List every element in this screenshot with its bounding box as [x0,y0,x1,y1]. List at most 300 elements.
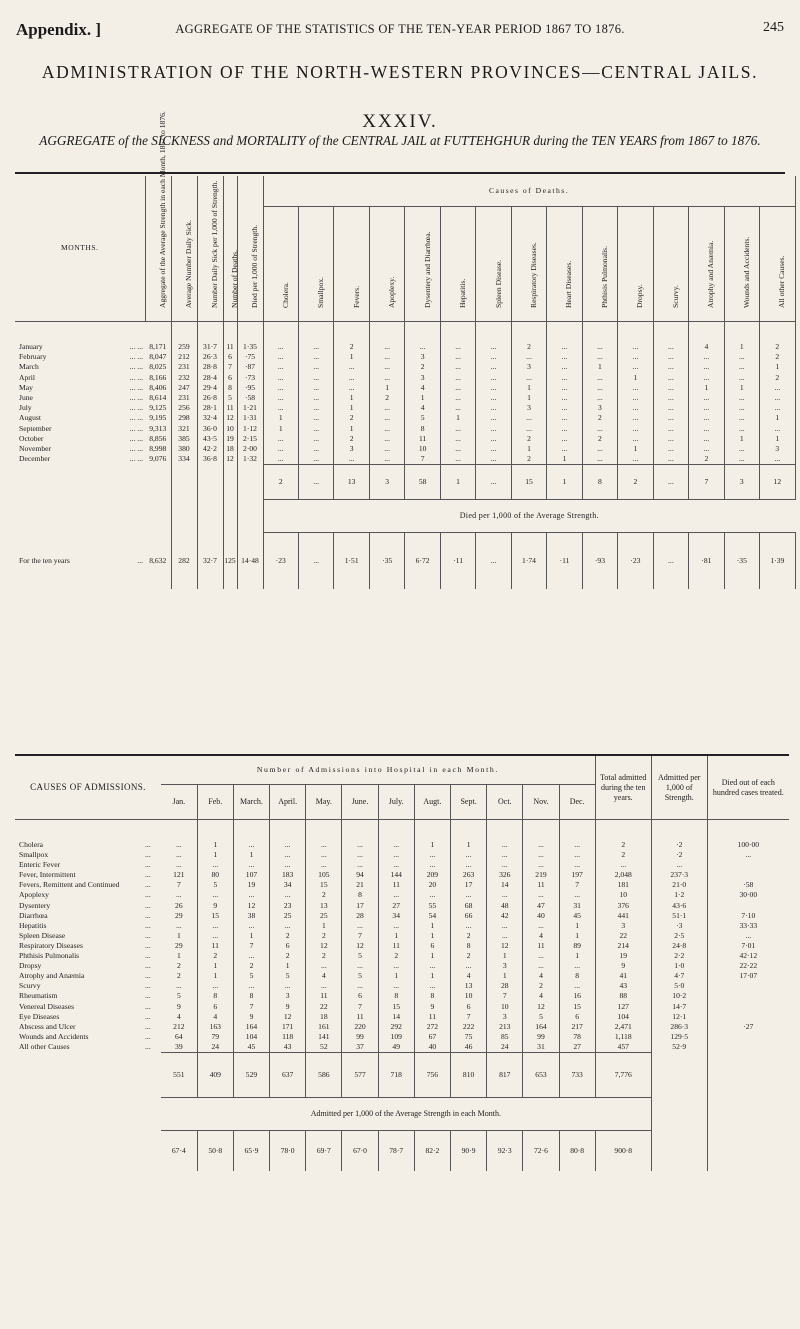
cell-value: 164 [523,1022,559,1032]
cell-value: ... [511,413,546,423]
cell-value: 9 [197,901,233,911]
cell-value: ... [270,860,306,870]
cell-value: ... [476,322,511,353]
month-header: Augt. [414,785,450,820]
cell-value: 213 [487,1022,523,1032]
blank-cell [223,465,237,500]
cause-row [15,971,789,981]
cause-name: Rheumatism [19,991,58,1001]
cause-header [653,207,688,322]
cell-value: ... [369,454,404,465]
cell-value: ... [440,383,475,393]
column-header-text: Average Number Daily Sick. [184,219,193,308]
cell-value: 29 [161,941,197,951]
cell-value: ... [263,322,298,353]
cell-value: 3 [511,403,546,413]
cause-row [15,860,789,870]
cause-total: 15 [511,465,546,500]
cell-value: 11 [197,941,233,951]
cause-row [15,1012,789,1022]
cell-value: ... [440,322,475,353]
monthly-sum: 7,776 [595,1052,651,1097]
cell-value: ... [440,362,475,372]
cell-value: 6 [223,373,237,383]
cell-value: ... [547,434,582,444]
cell-value: ... [547,403,582,413]
page-title: ADMINISTRATION OF THE NORTH-WESTERN PROVINCES—CENTRAL JAILS. [41,62,759,82]
section-number: XXXIV. [362,111,438,132]
cell-value: ... [334,454,369,465]
cell-value: 13 [306,901,342,911]
month-header: June. [342,785,378,820]
cell-value: ... [653,444,688,454]
cell-value: ... [161,921,197,931]
leader-dots: ... ... [129,372,143,382]
cell-value: 11 [306,991,342,1001]
cause-name: Abscess and Ulcer [19,1021,76,1031]
cell-value: 11 [414,1012,450,1022]
column-header [197,176,223,322]
cell-value: 12 [342,941,378,951]
cell-value: 181 [595,880,651,890]
admitted-rate: 80·8 [559,1130,595,1171]
cell-value: 12 [270,1012,306,1022]
blank-cell [651,1052,707,1097]
monthly-sum: 817 [487,1052,523,1097]
cell-value: ·73 [237,373,263,383]
cell-value: ... [559,820,595,851]
blank-cell [15,1097,161,1130]
blank-cell [145,500,171,533]
cell-value: 8 [559,971,595,981]
cell-value: ... [369,362,404,372]
cell-value: ... [342,961,378,971]
leader-dots: ... [145,880,151,890]
cell-value: 36·0 [197,424,223,434]
cause-header [440,207,475,322]
cell-value: 10·2 [651,991,707,1001]
cell-value: ... [298,434,333,444]
cell-value: ... [653,362,688,372]
cell-value: ... [440,434,475,444]
column-header-text: Number Daily Sick per 1,000 of Strength. [210,180,219,308]
monthly-sum: 718 [378,1052,414,1097]
cell-value: 21 [342,880,378,890]
cell-value: 2 [595,820,651,851]
cell-value [707,991,789,1001]
cell-value: ... [724,454,759,465]
cell-value: 1 [689,383,724,393]
cell-value: ... [653,434,688,444]
month-name: October [19,433,44,443]
cell-value: ... [653,393,688,403]
admissions-group-header: Number of Admissions into Hospital in each Month. [161,755,595,785]
cell-value: 8,025 [145,362,171,372]
monthly-sum: 409 [197,1052,233,1097]
cell-value: 75 [451,1032,487,1042]
cell-value: ... [476,352,511,362]
cell-value: ... [263,352,298,362]
leader-dots: ... [145,981,151,991]
ten-year-value: ... [298,533,333,590]
cell-value: 10 [223,424,237,434]
cell-value: 144 [378,870,414,880]
cell-value: 51·1 [651,911,707,921]
cell-value: 8,998 [145,444,171,454]
cell-value: 1·35 [237,322,263,353]
cell-value: ... [270,890,306,900]
cell-value: ·95 [237,383,263,393]
cell-value: ... [369,434,404,444]
cell-value: 1 [334,403,369,413]
cause-row [15,850,789,860]
cell-value: ·87 [237,362,263,372]
cell-value: 9 [595,961,651,971]
cell-value: ... [298,362,333,372]
cell-value: ... [760,424,796,434]
cell-value: ... [233,951,269,961]
cell-value: 80 [197,870,233,880]
cell-value [707,1042,789,1053]
cause-name: Spleen Disease [19,930,66,940]
cell-value: 52 [306,1042,342,1053]
month-name: June [19,393,33,403]
cause-name: Respiratory Diseases [19,940,83,950]
cell-value: 7·01 [741,940,756,950]
cell-value: 12 [523,1002,559,1012]
cell-value: 2 [369,393,404,403]
ten-year-value: ... [653,533,688,590]
cell-value: 2 [405,362,440,372]
cell-value: 10 [595,890,651,900]
cell-value: ·58 [743,880,754,890]
leader-dots: ... [145,900,151,910]
cell-value: 37 [342,1042,378,1053]
cell-value: 12 [223,454,237,465]
cell-value: 5 [223,393,237,403]
cell-value: 4 [523,971,559,981]
cell-value: 212 [171,352,197,362]
cell-value: 9 [414,1002,450,1012]
cell-value: 219 [523,870,559,880]
leader-dots: ... [145,930,151,940]
cell-value: 292 [378,1022,414,1032]
ten-year-value: 1·74 [511,533,546,590]
cell-value: 231 [171,393,197,403]
cell-value: 8 [342,890,378,900]
cause-header [582,207,617,322]
cause-header [689,207,724,322]
cell-value: 68 [451,901,487,911]
cell-value: 31 [523,1042,559,1053]
cell-value: ... [595,860,651,870]
cell-value: 18 [306,1012,342,1022]
cause-total: 3 [369,465,404,500]
cell-value: 222 [451,1022,487,1032]
cell-value: 1 [334,424,369,434]
cell-value: 41 [595,971,651,981]
cell-value: 1 [414,820,450,851]
month-row [15,393,795,403]
cell-value: ... [233,981,269,991]
cell-value: ... [476,413,511,423]
cell-value: 2 [689,454,724,465]
cell-value: 12·1 [651,1012,707,1022]
cell-value: 321 [171,424,197,434]
cell-value: 1 [369,383,404,393]
cell-value: ... [414,860,450,870]
cell-value: ... [414,890,450,900]
cell-value: ... [618,322,653,353]
died-out-of-hundred-header: Died out of each hundred cases treated. [707,755,789,820]
cell-value: 1 [263,413,298,423]
months-header: MONTHS. [15,176,145,322]
cell-value: ... [378,890,414,900]
cell-value: 6 [342,991,378,1001]
cell-value: ·58 [237,393,263,403]
cell-value: ... [369,403,404,413]
cell-value: 15 [197,911,233,921]
cell-value: 2 [270,951,306,961]
cell-value: 23 [270,901,306,911]
month-header: April. [270,785,306,820]
cell-value: 100·00 [737,840,760,849]
cause-header-text: Fevers. [351,285,361,308]
cell-value: 127 [595,1002,651,1012]
admitted-rate: 90·9 [451,1130,487,1171]
cell-value: 1 [559,951,595,961]
total-admitted-header: Total admitted during the ten years. [595,755,651,820]
cell-value: 11 [223,322,237,353]
cell-value: ... [582,424,617,434]
cell-value: 4 [523,931,559,941]
cause-header [547,207,582,322]
cell-value: ... [487,890,523,900]
cell-value: 232 [171,373,197,383]
cell-value: ... [451,921,487,931]
cause-row [15,890,789,900]
cell-value: 24 [197,1042,233,1053]
cause-name: Hepatitis [19,920,47,930]
cell-value: ... [547,322,582,353]
cell-value: 1 [334,352,369,362]
cell-value: ... [369,444,404,454]
cell-value: 1 [618,373,653,383]
cell-value: 8 [378,991,414,1001]
cell-value: ... [298,322,333,353]
cell-value: 9,195 [145,413,171,423]
monthly-sum: 586 [306,1052,342,1097]
cell-value: 129·5 [651,1032,707,1042]
cell-value: 24 [487,1042,523,1053]
cell-value: 7 [559,880,595,890]
month-header: Feb. [197,785,233,820]
cell-value: 6 [414,941,450,951]
cause-row [15,1042,789,1053]
cell-value: 385 [171,434,197,444]
leader-dots: ... [145,1011,151,1021]
cell-value: 380 [171,444,197,454]
ten-year-value: ·93 [582,533,617,590]
leader-dots: ... [145,890,151,900]
cell-value: 45 [559,911,595,921]
cell-value: ... [298,373,333,383]
blank-cell [237,465,263,500]
cell-value: 5 [342,951,378,961]
cell-value: 42 [487,911,523,921]
ten-year-value: 6·72 [405,533,440,590]
cell-value: ... [263,373,298,383]
ten-year-value: 14·48 [237,533,263,590]
cause-header [334,207,369,322]
cell-value: 118 [270,1032,306,1042]
cell-value: 1 [724,434,759,444]
cell-value: ... [342,820,378,851]
cell-value: 2 [760,352,796,362]
cell-value: ... [724,444,759,454]
cell-value: ... [559,981,595,991]
cell-value: ... [233,890,269,900]
leader-dots: ... [145,860,151,870]
cell-value: 3 [582,403,617,413]
cell-value: 15 [306,880,342,890]
monthly-sum: 637 [270,1052,306,1097]
cell-value: ... [378,981,414,991]
cell-value: 38 [233,911,269,921]
cell-value: 55 [414,901,450,911]
cell-value: ... [618,424,653,434]
cell-value: 30·00 [739,890,758,900]
leader-dots: ... ... [129,423,143,433]
cell-value: 12 [306,941,342,951]
cell-value: 67 [414,1032,450,1042]
cell-value: ... [653,454,688,465]
admitted-rate: 65·9 [233,1130,269,1171]
cell-value: ... [523,860,559,870]
blank-cell [197,500,223,533]
admitted-rate: 67·0 [342,1130,378,1171]
leader-dots: ... ... [129,444,143,454]
blank-cell [15,1130,161,1171]
cell-value: 457 [595,1042,651,1053]
cell-value: ... [306,981,342,991]
cell-value: 1,118 [595,1032,651,1042]
cell-value: 43 [595,981,651,991]
cell-value: 1 [197,971,233,981]
cell-value: ... [378,961,414,971]
cell-value: 25 [270,911,306,921]
cell-value: 8,171 [145,322,171,353]
month-name: March [19,362,39,372]
cell-value: 5 [523,1012,559,1022]
admitted-rate: 69·7 [306,1130,342,1171]
cell-value: ... [161,981,197,991]
cell-value: 2 [306,931,342,941]
cell-value: 26·3 [197,352,223,362]
cell-value [707,870,789,880]
cause-row [15,981,789,991]
leader-dots: ... [145,991,151,1001]
cell-value: ... [559,890,595,900]
admitted-rate: 900·8 [595,1130,651,1171]
cell-value: 104 [233,1032,269,1042]
blank-cell [707,1130,789,1171]
cell-value: ... [724,413,759,423]
cell-value: 33·33 [739,920,758,930]
cell-value: ... [511,373,546,383]
cause-row [15,820,789,851]
cell-value: 104 [595,1012,651,1022]
cell-value: 1 [306,921,342,931]
cause-name: Apoplexy [19,890,49,900]
cell-value: 1 [511,444,546,454]
cell-value: ... [689,393,724,403]
cell-value: ... [342,981,378,991]
cell-value: 2 [378,951,414,961]
cause-name: Cholera [19,840,44,849]
cell-value: ... [233,921,269,931]
column-header [171,176,197,322]
cell-value: ... [197,981,233,991]
admitted-rate: 78·0 [270,1130,306,1171]
cause-row [15,961,789,971]
cause-name: Fever, Intermittent [19,870,76,880]
cell-value: 1 [270,961,306,971]
ten-year-value: 125 [223,533,237,590]
leader-dots: ... ... [129,362,143,372]
cell-value: 25 [306,911,342,921]
cell-value: 9 [270,1002,306,1012]
cell-value: ... [270,981,306,991]
cause-header-text: Atrophy and Anæmia. [706,240,716,308]
ten-year-value: ·23 [263,533,298,590]
blank-cell [171,500,197,533]
cell-value: 8 [451,941,487,951]
cell-value: 286·3 [651,1022,707,1032]
cell-value: 1 [559,921,595,931]
cell-value: 40 [414,1042,450,1053]
leader-dots: ... [145,1001,151,1011]
cell-value: 1 [378,971,414,981]
cell-value: 237·3 [651,870,707,880]
cell-value: ... [440,454,475,465]
running-head: AGGREGATE OF THE STATISTICS OF THE TEN-YEAR PERIOD 1867 TO 1876. [175,22,625,36]
cell-value: 7 [223,362,237,372]
admitted-rate: 50·8 [197,1130,233,1171]
cell-value: ... [342,921,378,931]
cell-value: 3 [270,991,306,1001]
cell-value: ... [263,454,298,465]
leader-dots: ... [145,870,151,880]
leader-dots: ... [145,920,151,930]
cell-value: 1 [378,931,414,941]
cause-header [760,207,796,322]
cell-value: ... [724,393,759,403]
cell-value: 2 [451,931,487,941]
cell-value: ... [653,373,688,383]
cell-value: 4 [523,991,559,1001]
cell-value: 183 [270,870,306,880]
cell-value: 3 [595,921,651,931]
cell-value: ... [378,860,414,870]
cell-value: ... [298,424,333,434]
cell-value: ... [414,961,450,971]
cell-value: ... [369,373,404,383]
cell-value: 10 [405,444,440,454]
cause-header [511,207,546,322]
cell-value: ... [689,373,724,383]
column-header-text: Died per 1,000 of Strength. [250,224,259,308]
